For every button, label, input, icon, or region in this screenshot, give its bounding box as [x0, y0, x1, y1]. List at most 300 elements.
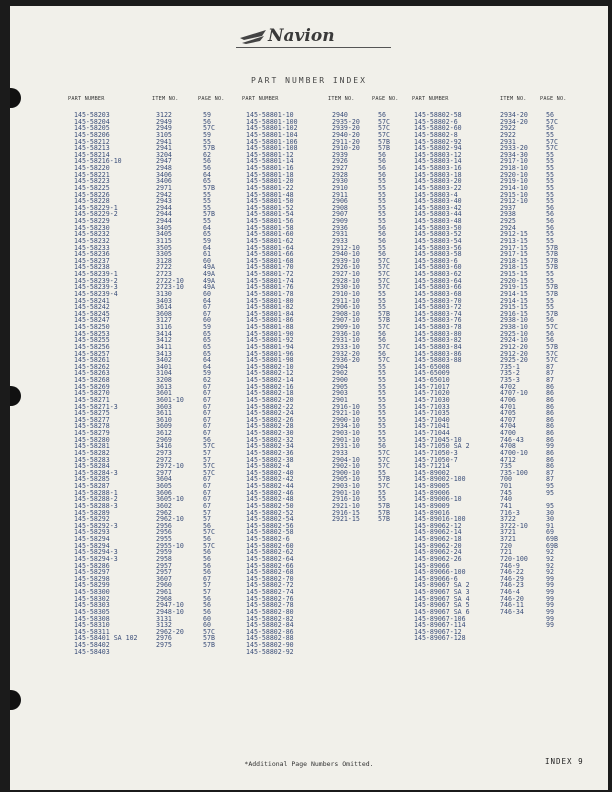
- part-number-cell: 145-58802-36: [246, 448, 294, 457]
- part-number-cell: 145-58803-72: [414, 303, 462, 312]
- item-no-cell: 735-1: [500, 362, 520, 371]
- item-no-cell: 3116: [156, 323, 172, 331]
- part-number-cell: 145-58802-52: [246, 508, 294, 517]
- part-number-cell: 145-58801-58: [246, 223, 294, 232]
- part-number-cell: 145-58294-3: [74, 554, 118, 563]
- part-number-cell: 145-58303: [74, 601, 110, 610]
- page-no-cell: 87: [546, 362, 554, 371]
- part-number-cell: 145-58803-4: [414, 190, 458, 199]
- item-no-cell: 2957: [156, 568, 172, 577]
- part-number-cell: 145-58308: [74, 614, 110, 623]
- item-no-cell: 2901: [332, 395, 348, 404]
- page-no-cell: 55: [378, 435, 386, 444]
- item-no-cell: 3608: [156, 309, 172, 318]
- part-number-cell: 145-58401 SA 102: [74, 634, 138, 643]
- part-number-cell: 145-58294: [74, 541, 110, 550]
- part-number-cell: 145-58802-60: [414, 124, 462, 133]
- item-no-cell: 2904-10: [332, 455, 360, 464]
- item-no-cell: 2919-10: [500, 177, 528, 186]
- item-no-cell: 2930: [332, 177, 348, 186]
- part-number-cell: 145-58220: [74, 164, 110, 172]
- item-no-cell: 746-11: [500, 601, 524, 610]
- item-no-cell: 2949: [156, 117, 172, 126]
- page-no-cell: 57C: [378, 117, 390, 126]
- item-no-cell: 2947: [156, 157, 172, 166]
- item-no-cell: 2915-15: [500, 270, 528, 278]
- item-no-cell: 3602: [156, 501, 172, 510]
- item-no-cell: 2961: [156, 588, 172, 596]
- item-no-cell: 3405: [156, 230, 172, 239]
- page-no-cell: 57: [203, 448, 211, 457]
- page-no-cell: 86: [546, 429, 554, 437]
- navion-logo: [238, 24, 358, 54]
- item-no-cell: 2924-10: [500, 336, 528, 345]
- part-number-cell: 145-58802-62: [246, 548, 294, 557]
- part-number-cell: 145-58203: [74, 111, 110, 119]
- header-page-no: PAGE NO.: [372, 96, 399, 102]
- part-number-cell: 145-71044: [414, 429, 450, 437]
- part-number-cell: 145-58802-38: [246, 455, 294, 464]
- item-no-cell: 2906-10: [332, 303, 360, 312]
- part-number-cell: 145-58803-78: [414, 323, 462, 331]
- item-no-cell: 2973: [156, 448, 172, 457]
- item-no-cell: 2926-10: [332, 263, 360, 272]
- part-number-cell: 145-89062-12: [414, 521, 462, 530]
- part-number-cell: 145-58271-3: [74, 402, 118, 411]
- page-no-cell: 56: [546, 223, 554, 232]
- binder-hole: [10, 88, 21, 108]
- page-no-cell: 65: [203, 230, 211, 239]
- item-no-cell: 3115: [156, 236, 172, 245]
- page-no-cell: 67: [203, 389, 211, 398]
- page-no-cell: 55: [203, 137, 211, 146]
- item-no-cell: 2948-10: [156, 607, 184, 616]
- column-3-items: [500, 112, 528, 629]
- page-no-cell: 62: [203, 376, 211, 384]
- part-number-cell: 145-58221: [74, 170, 110, 179]
- part-number-cell: 145-58803-80: [414, 329, 462, 338]
- part-number-cell: 145-58233: [74, 243, 110, 252]
- page-no-cell: 55: [546, 303, 554, 312]
- item-no-cell: 3721: [500, 535, 516, 543]
- item-no-cell: 3605-10: [156, 495, 184, 504]
- part-number-cell: 145-58802-58: [414, 111, 462, 119]
- part-number-cell: 145-71050-3: [414, 448, 458, 457]
- part-number-cell: 145-58801-14: [246, 157, 294, 166]
- page-no-cell: 60: [203, 256, 211, 265]
- page-no-cell: 55: [203, 197, 211, 206]
- page-no-cell: 86: [546, 455, 554, 464]
- part-number-cell: 145-89062-18: [414, 535, 462, 543]
- part-number-cell: 145-58247: [74, 316, 110, 325]
- item-no-cell: [332, 582, 360, 589]
- part-number-cell: 145-71214: [414, 462, 450, 471]
- part-number-cell: 145-89009: [414, 501, 450, 510]
- page-no-cell: 99: [546, 581, 554, 590]
- item-no-cell: 2912-20: [500, 342, 528, 351]
- item-no-cell: 2938-10: [500, 323, 528, 331]
- part-number-cell: 145-58803-22: [414, 183, 462, 192]
- page-label: INDEX 9: [545, 757, 584, 766]
- page-no-cell: 55: [378, 197, 386, 206]
- page-no-cell: 55: [378, 389, 386, 398]
- page-no-cell: 49A: [203, 263, 215, 272]
- item-no-cell: 3610: [156, 415, 172, 424]
- page-no-cell: 65: [203, 342, 211, 351]
- item-no-cell: 2908-10: [332, 309, 360, 318]
- item-no-cell: 2916-15: [332, 508, 360, 517]
- item-no-cell: 2934-30: [500, 150, 528, 159]
- page-no-cell: 30: [546, 508, 554, 517]
- part-number-cell: 145-71035: [414, 409, 450, 418]
- page-no-cell: 59: [203, 323, 211, 331]
- item-no-cell: 2920-10: [500, 170, 528, 179]
- page-no-cell: 86: [546, 448, 554, 457]
- item-no-cell: 2971: [156, 183, 172, 192]
- part-number-cell: 145-58803-74: [414, 309, 462, 318]
- part-number-cell: 145-58802-10: [246, 362, 294, 371]
- column-3-pages: [546, 112, 558, 642]
- part-number-cell: 145-58802-42: [246, 475, 294, 484]
- item-no-cell: 4706: [500, 395, 516, 404]
- page-no-cell: 55: [378, 289, 386, 298]
- item-no-cell: 735: [500, 462, 512, 471]
- page-no-cell: 55: [378, 183, 386, 192]
- item-no-cell: 3613: [156, 382, 172, 391]
- item-no-cell: 3406: [156, 170, 172, 179]
- item-no-cell: 2940-10: [332, 250, 360, 259]
- item-no-cell: 2939-10: [332, 256, 360, 265]
- part-number-cell: 145-58256: [74, 342, 110, 351]
- part-number-cell: 145-58289: [74, 508, 110, 517]
- item-no-cell: 3601: [156, 389, 172, 398]
- page-no-cell: 57B: [546, 250, 558, 259]
- page-no-cell: 55: [378, 303, 386, 312]
- item-no-cell: 2949: [156, 124, 172, 133]
- item-no-cell: 2934-10: [332, 422, 360, 431]
- page-no-cell: 57C: [546, 349, 558, 358]
- item-no-cell: 2913-15: [500, 236, 528, 245]
- item-no-cell: 2907: [332, 210, 348, 219]
- part-number-cell: 145-58245: [74, 309, 110, 318]
- part-number-cell: 145-71045-10: [414, 435, 462, 444]
- page-no-cell: 57C: [378, 263, 390, 272]
- part-number-cell: 145-71050-7: [414, 455, 458, 464]
- item-no-cell: 2722: [156, 263, 172, 272]
- item-no-cell: 2914-15: [500, 289, 528, 298]
- item-no-cell: 2934-20: [500, 117, 528, 126]
- item-no-cell: 2918-15: [500, 256, 528, 265]
- page-no-cell: 57B: [378, 316, 390, 325]
- item-no-cell: [332, 589, 360, 596]
- part-number-cell: 145-89067 SA 2: [414, 581, 470, 590]
- part-number-cell: 145-58271: [74, 395, 110, 404]
- item-no-cell: 2975: [156, 641, 172, 649]
- item-no-cell: 3402: [156, 356, 172, 365]
- item-no-cell: 3611: [156, 409, 172, 418]
- item-no-cell: 700: [500, 475, 512, 484]
- item-no-cell: 4705: [500, 409, 516, 418]
- page-no-cell: 57B: [203, 210, 215, 219]
- part-number-cell: 145-58801-84: [246, 309, 294, 318]
- page-no-cell: 55: [378, 376, 386, 384]
- part-number-cell: 145-58803-84: [414, 342, 462, 351]
- part-number-cell: 145-58802-58: [246, 528, 294, 537]
- page-no-cell: 86: [546, 422, 554, 431]
- part-number-cell: 145-58257: [74, 349, 110, 358]
- item-no-cell: 2962: [156, 508, 172, 517]
- item-no-cell: 3406: [156, 177, 172, 186]
- page-no-cell: 87: [546, 468, 554, 477]
- item-no-cell: 2933-20: [500, 144, 528, 153]
- part-number-cell: 145-58801-74: [246, 276, 294, 285]
- page-no-cell: 64: [203, 170, 211, 179]
- page-no-cell: 57C: [378, 130, 390, 139]
- part-number-cell: 145-58281: [74, 442, 110, 451]
- part-number-cell: 145-89062-26: [414, 554, 462, 563]
- page-no-cell: 57C: [378, 124, 390, 133]
- page-no-cell: 55: [378, 422, 386, 431]
- item-no-cell: [332, 569, 360, 576]
- page-no-cell: 57C: [203, 541, 215, 550]
- item-no-cell: 2941: [156, 137, 172, 146]
- part-number-cell: 145-58802-78: [246, 601, 294, 610]
- page-no-cell: 86: [546, 462, 554, 471]
- part-number-cell: 145-58803-70: [414, 296, 462, 305]
- part-number-cell: 145-58803-86: [414, 349, 462, 358]
- page-no-cell: 55: [378, 488, 386, 497]
- item-no-cell: 2956: [156, 521, 172, 530]
- part-number-cell: 145-58288-3: [74, 501, 118, 510]
- part-number-cell: 145-58288-2: [74, 495, 118, 504]
- part-number-cell: 145-58402: [74, 641, 110, 649]
- part-number-cell: 145-58802-34: [246, 442, 294, 451]
- page-no-cell: 55: [546, 177, 554, 186]
- part-number-cell: 145-58801-104: [246, 130, 298, 139]
- part-number-cell: 145-89002: [414, 468, 450, 477]
- item-no-cell: 740: [500, 495, 512, 504]
- part-number-cell: 145-58803-58: [414, 250, 462, 259]
- page-no-cell: 87: [546, 475, 554, 484]
- item-no-cell: 735-100: [500, 468, 528, 477]
- item-no-cell: 3411: [156, 342, 172, 351]
- page-no-cell: 57B: [546, 256, 558, 265]
- item-no-cell: 3605: [156, 482, 172, 490]
- part-number-cell: 145-58802-90: [246, 641, 294, 649]
- part-number-cell: 145-58803-50: [414, 223, 462, 232]
- part-number-cell: 145-89067-128: [414, 634, 466, 643]
- part-number-cell: 145-58801-108: [246, 144, 298, 153]
- item-no-cell: 720-100: [500, 554, 528, 563]
- page-no-cell: 57B: [378, 309, 390, 318]
- page-no-cell: 55: [378, 362, 386, 371]
- column-3-parts: [414, 112, 470, 642]
- column-1-pages: [203, 112, 215, 649]
- item-no-cell: 2925: [500, 217, 516, 225]
- part-number-cell: 145-58803-14: [414, 157, 462, 166]
- part-number-cell: 145-89016: [414, 508, 450, 517]
- page-no-cell: 95: [546, 488, 554, 497]
- page-no-cell: 67: [203, 303, 211, 312]
- item-no-cell: 3127: [156, 316, 172, 325]
- part-number-cell: 145-58802-4: [246, 462, 290, 471]
- page-no-cell: 55: [546, 157, 554, 166]
- item-no-cell: 2932-20: [332, 349, 360, 358]
- part-number-cell: 145-58801-94: [246, 342, 294, 351]
- page-no-cell: 56: [378, 329, 386, 338]
- page-no-cell: 56: [203, 157, 211, 166]
- page-no-cell: 57C: [378, 482, 390, 490]
- item-no-cell: [332, 616, 360, 623]
- part-number-cell: 145-58803-56: [414, 243, 462, 252]
- page-no-cell: 55: [546, 276, 554, 285]
- part-number-cell: 145-58802-92: [246, 647, 294, 656]
- part-number-cell: 145-89067 SA 4: [414, 594, 470, 603]
- item-no-cell: [332, 529, 360, 536]
- part-number-cell: 145-58284: [74, 462, 110, 471]
- item-no-cell: 2910-10: [332, 289, 360, 298]
- part-number-cell: 145-58802-6: [246, 535, 290, 543]
- item-no-cell: 2958: [156, 554, 172, 563]
- part-number-cell: 145-58801-48: [246, 190, 294, 199]
- header-rule: [236, 47, 391, 48]
- item-no-cell: 2909: [332, 217, 348, 225]
- item-no-cell: 746-4: [500, 588, 520, 596]
- page-no-cell: 67: [203, 482, 211, 490]
- page-no-cell: 56: [546, 210, 554, 219]
- part-number-cell: 145-58801-76: [246, 283, 294, 292]
- item-no-cell: 2937: [500, 203, 516, 212]
- item-no-cell: 2938: [500, 210, 516, 219]
- item-no-cell: 2920-15: [500, 276, 528, 285]
- page-no-cell: 56: [546, 329, 554, 338]
- item-no-cell: 746-34: [500, 607, 524, 616]
- part-number-cell: 145-58226: [74, 190, 110, 199]
- part-number-cell: 145-58802-76: [246, 594, 294, 603]
- item-no-cell: 3413: [156, 349, 172, 358]
- item-no-cell: 2909-10: [332, 323, 360, 331]
- part-number-cell: 145-89067-114: [414, 621, 466, 630]
- page-no-cell: 56: [378, 157, 386, 166]
- page-no-cell: 86: [546, 382, 554, 391]
- item-no-cell: [332, 556, 360, 563]
- part-number-cell: 145-58801-98: [246, 356, 294, 365]
- part-number-cell: 145-58283: [74, 455, 110, 464]
- item-no-cell: 2900-10: [332, 415, 360, 424]
- page-no-cell: 56: [378, 236, 386, 245]
- page-no-cell: 60: [203, 316, 211, 325]
- page-no-cell: 61: [203, 250, 211, 259]
- part-number-cell: 145-58250: [74, 323, 110, 331]
- part-number-cell: 145-58803-82: [414, 336, 462, 345]
- part-number-cell: 145-58802-88: [246, 634, 294, 643]
- page-no-cell: 57B: [378, 475, 390, 484]
- page-no-cell: 57B: [546, 243, 558, 252]
- page-no-cell: 99: [546, 601, 554, 610]
- part-number-cell: 145-58801-16: [246, 164, 294, 172]
- part-number-cell: 145-58802-66: [246, 561, 294, 570]
- page-no-cell: 55: [546, 230, 554, 239]
- column-2-parts: [246, 112, 298, 655]
- item-no-cell: 2922: [500, 130, 516, 139]
- part-number-cell: 145-58801-56: [246, 217, 294, 225]
- part-number-cell: 145-58230: [74, 223, 110, 232]
- item-no-cell: 2939: [332, 150, 348, 159]
- part-number-cell: 145-58802-54: [246, 515, 294, 524]
- part-number-cell: 145-58803-88: [414, 356, 462, 365]
- page-no-cell: 67: [203, 382, 211, 391]
- part-number-cell: 145-58212: [74, 137, 110, 146]
- item-no-cell: 3722: [500, 515, 516, 524]
- part-number-cell: 145-58801-50: [246, 197, 294, 206]
- item-no-cell: 746-20: [500, 594, 524, 603]
- part-number-cell: 145-89016-100: [414, 515, 466, 524]
- item-no-cell: 3128: [156, 256, 172, 265]
- item-no-cell: 4701: [500, 402, 516, 411]
- item-no-cell: [332, 576, 360, 583]
- item-no-cell: 2938-10: [500, 316, 528, 325]
- item-no-cell: 2931-10: [332, 442, 360, 451]
- page-no-cell: 56: [378, 111, 386, 119]
- item-no-cell: 3721: [500, 528, 516, 537]
- page-no-cell: 57C: [378, 448, 390, 457]
- part-number-cell: 145-58238: [74, 263, 110, 272]
- page-no-cell: 55: [378, 243, 386, 252]
- page-no-cell: 55: [546, 130, 554, 139]
- item-no-cell: 4707: [500, 415, 516, 424]
- part-number-cell: 145-58801-96: [246, 349, 294, 358]
- logo-text: Navion: [268, 26, 335, 46]
- item-no-cell: 4712: [500, 455, 516, 464]
- part-number-cell: 145-89006-10: [414, 495, 462, 504]
- page-no-cell: 56: [378, 223, 386, 232]
- item-no-cell: 2916-10: [332, 495, 360, 504]
- page-no-cell: 57: [203, 455, 211, 464]
- page-no-cell: 57C: [378, 342, 390, 351]
- part-number-cell: 145-58268: [74, 376, 110, 384]
- page-no-cell: 55: [203, 203, 211, 212]
- part-number-cell: 145-58292-3: [74, 521, 118, 530]
- page-no-cell: 56: [203, 568, 211, 577]
- page-no-cell: 55: [378, 217, 386, 225]
- item-no-cell: 3130: [156, 289, 172, 298]
- part-number-cell: 145-58802-28: [246, 422, 294, 431]
- page-no-cell: 55: [203, 217, 211, 225]
- item-no-cell: 2925-10: [500, 329, 528, 338]
- part-number-cell: 145-71020: [414, 389, 450, 398]
- part-number-cell: 145-58292: [74, 515, 110, 524]
- part-number-cell: 145-58802-12: [246, 369, 294, 378]
- header-item-no: ITEM NO.: [500, 96, 527, 102]
- page-no-cell: 57B: [546, 289, 558, 298]
- page-no-cell: 92: [546, 548, 554, 557]
- item-no-cell: 2915-15: [500, 303, 528, 312]
- item-no-cell: 3609: [156, 422, 172, 431]
- part-number-cell: 145-58802-86: [246, 627, 294, 636]
- item-no-cell: 746-23: [500, 581, 524, 590]
- page-no-cell: 49A: [203, 283, 215, 292]
- page-no-cell: 56: [203, 164, 211, 172]
- item-no-cell: 2918-15: [500, 263, 528, 272]
- page-no-cell: 86: [546, 409, 554, 418]
- item-no-cell: 3208: [156, 376, 172, 384]
- page-no-cell: 56: [203, 594, 211, 603]
- page-no-cell: 57C: [378, 356, 390, 365]
- part-number-cell: 145-58310: [74, 621, 110, 630]
- page-no-cell: 55: [378, 190, 386, 199]
- page-no-cell: 55: [378, 415, 386, 424]
- page-no-cell: 49A: [203, 270, 215, 278]
